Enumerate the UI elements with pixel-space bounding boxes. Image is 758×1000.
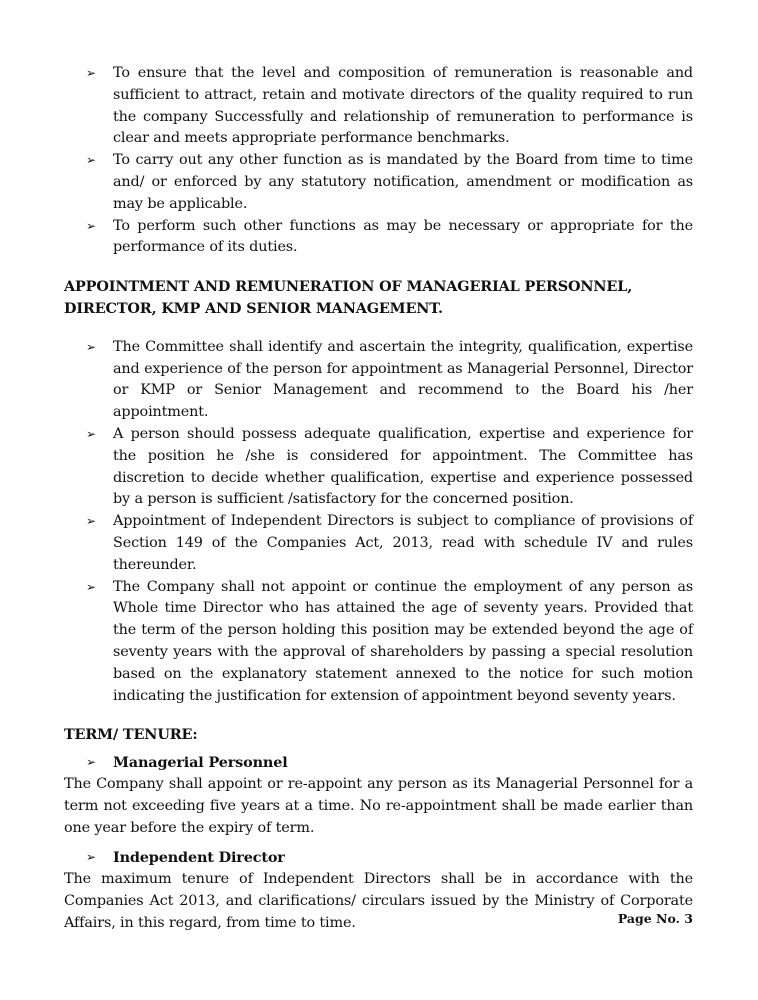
list-item bbox=[64, 424, 693, 511]
list-item bbox=[64, 577, 693, 708]
arrow-bullet-icon: ➢ bbox=[86, 755, 96, 770]
arrow-bullet-icon: ➢ bbox=[86, 153, 96, 168]
arrow-bullet-icon: ➢ bbox=[86, 218, 96, 233]
list-item-text: The Committee shall identify and ascertain the integrity, qualification, expertise and experience of the person for appointment as Managerial Personnel, Director or KMP or Senior Management and recommend to the Board his /her appointment. bbox=[113, 338, 693, 421]
list-item bbox=[64, 63, 693, 150]
subheading-text: Independent Director bbox=[113, 849, 285, 867]
list-item-text: To perform such other functions as may be necessary or appropriate for the performance of its duties. bbox=[113, 217, 693, 256]
list-item-text: A person should possess adequate qualification, expertise and experience for the position he /she is considered for appointment. The Committee has discretion to decide whether qualification, expertise and experience possessed by a person is sufficient /satisfactory for the concerned position. bbox=[113, 425, 693, 508]
arrow-bullet-icon: ➢ bbox=[86, 339, 96, 354]
managerial-personnel-subheading bbox=[64, 752, 693, 774]
subheading-text: Managerial Personnel bbox=[113, 754, 288, 772]
arrow-bullet-icon: ➢ bbox=[86, 426, 96, 441]
arrow-bullet-icon: ➢ bbox=[86, 514, 96, 529]
section-spacer bbox=[64, 839, 693, 847]
independent-director-text: The maximum tenure of Independent Directors shall be in accordance with the Companies Act 2013, and clarifications/ circulars issued by the Ministry of Corporate Affairs, in this regard, from time to time. bbox=[64, 871, 693, 931]
arrow-bullet-icon: ➢ bbox=[86, 579, 96, 594]
list-item bbox=[64, 337, 693, 424]
arrow-bullet-icon: ➢ bbox=[86, 66, 96, 80]
list-item bbox=[64, 216, 693, 260]
arrow-bullet-icon: ➢ bbox=[86, 850, 96, 865]
list-item-text: To carry out any other function as is mandated by the Board from time to time and/ or enforced by any statutory notification, amendment or modification as may be applicable. bbox=[113, 152, 693, 212]
tenure-heading: TERM/ TENURE: bbox=[64, 726, 198, 744]
list-item-text: The Company shall not appoint or continue the employment of any person as Whole time Director who has attained the age of seventy years. Provided that the term of the person holding this position may be extended beyond the age of seventy years with the approval of shareholders by passing a special resolution based on the explanatory statement annexed to the notice for such motion indicating the justification for extension of appointment beyond seventy years. bbox=[113, 578, 693, 704]
list-item-text: Appointment of Independent Directors is subject to compliance of provisions of Section 149 of the Companies Act, 2013, read with schedule IV and rules thereunder. bbox=[113, 513, 693, 573]
intro-bullet-list bbox=[64, 63, 693, 259]
list-item-text: To ensure that the level and composition of remuneration is reasonable and sufficient to attract, retain and motivate directors of the quality required to run the company Successfully and relationship of remuneration to performance is clear and meets appropriate performance benchmarks. bbox=[113, 65, 693, 147]
list-item bbox=[64, 511, 693, 576]
list-item bbox=[64, 150, 693, 215]
appointment-heading: APPOINTMENT AND REMUNERATION OF MANAGERIAL PERSONNEL, DIRECTOR, KMP AND SENIOR MANAGEMENT. bbox=[64, 278, 633, 317]
independent-director-subheading bbox=[64, 847, 693, 869]
page-content bbox=[64, 63, 693, 934]
appointment-bullet-list bbox=[64, 337, 693, 708]
page-number: Page No. 3 bbox=[617, 911, 693, 926]
managerial-personnel-text: The Company shall appoint or re-appoint any person as its Managerial Personnel for a term not exceeding five years at a time. No re-appointment shall be made earlier than one year before the expiry of term. bbox=[64, 775, 693, 836]
